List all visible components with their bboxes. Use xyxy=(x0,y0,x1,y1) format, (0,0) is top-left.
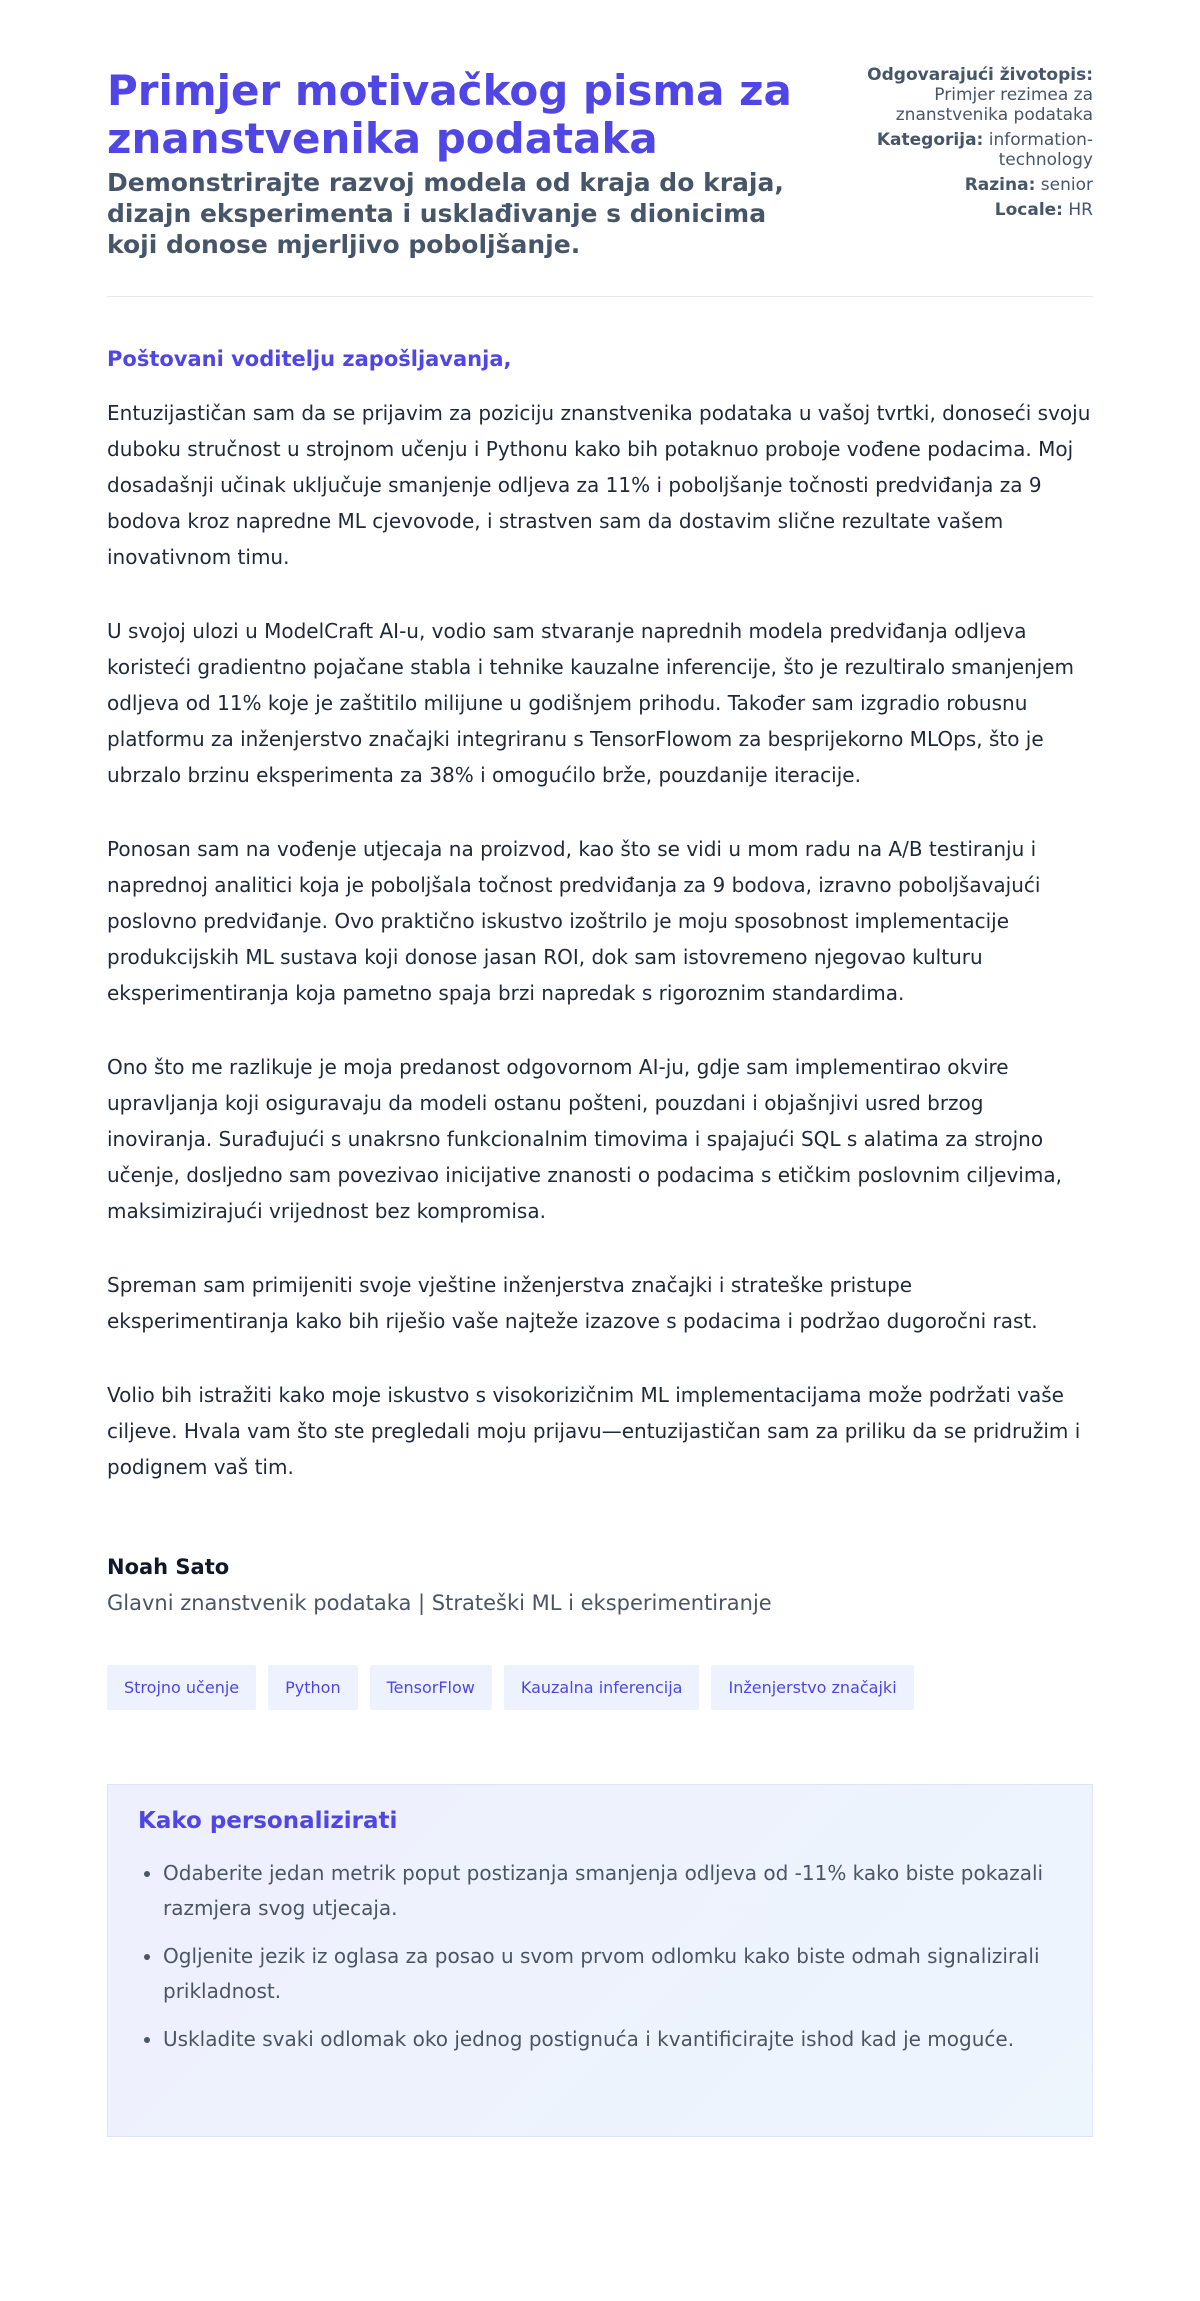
page-header xyxy=(107,60,1093,260)
letter-paragraph: Volio bih istražiti kako moje iskustvo s visokorizičnim ML implementacijama može podržati vaše ciljeve. Hvala vam što ste pregledali moju prijavu—entuzijastičan sam za priliku da se pridružim i podignem vaš tim. xyxy=(107,1383,1081,1479)
meta-resume-value: Primjer rezimea za znanstvenika podataka xyxy=(895,85,1093,125)
skill-tag: Python xyxy=(268,1665,357,1710)
skill-tag: Kauzalna inferencija xyxy=(504,1665,700,1710)
tips-title: Kako personalizirati xyxy=(138,1808,398,1834)
salutation: Poštovani voditelju zapošljavanja, xyxy=(107,347,512,371)
meta-level-value: senior xyxy=(1040,175,1093,195)
letter-paragraph: U svojoj ulozi u ModelCraft AI-u, vodio sam stvaranje naprednih modela predviđanja odljeva koristeći gradientno pojačane stabla i tehnike kauzalne inferencije, što je rezultiralo smanjenjem odljeva od 11% koje je zaštitilo milijune u godišnjem prihodu. Također sam izgradio robusnu platformu za inženjerstvo značajki integriranu s TensorFlowom za besprijekorno MLOps, što je ubrzalo brzinu eksperimenta za 38% i omogućilo brže, pouzdanije iteracije. xyxy=(107,619,1075,787)
title-block xyxy=(107,60,817,260)
skill-tag: Strojno učenje xyxy=(107,1665,256,1710)
meta-category-value: information-technology xyxy=(988,130,1093,170)
skill-tag: TensorFlow xyxy=(370,1665,492,1710)
meta-level-label: Razina: xyxy=(964,175,1036,195)
letter-paragraph: Entuzijastičan sam da se prijavim za poziciju znanstvenika podataka u vašoj tvrtki, donoseći svoju duboku stručnost u strojnom učenju i Pythonu kako bih potaknuo proboje vođene podacima. Moj dosadašnji učinak uključuje smanjenje odljeva za 11% i poboljšanje točnosti predviđanja za 9 bodova kroz napredne ML cjevovode, i strastven sam da dostavim slične rezultate vašem inovativnom timu. xyxy=(107,401,1091,569)
tips-list xyxy=(138,1856,1062,2057)
meta-resume xyxy=(817,65,1093,125)
tip-item: • Odaberite jedan metrik poput postizanja smanjenja odljeva od -11% kako biste pokazali razmjera svog utjecaja. xyxy=(163,1856,1062,1926)
meta-info xyxy=(817,65,1093,225)
letter-paragraph: Ponosan sam na vođenje utjecaja na proizvod, kao što se vidi u mom radu na A/B testiranju i naprednoj analitici koja je poboljšala točnost predviđanja za 9 bodova, izravno poboljšavajući poslovno predviđanje. Ovo praktično iskustvo izoštrilo je moju sposobnost implementacije produkcijskih ML sustava koji donose jasan ROI, dok sam istovremeno njegovao kulturu eksperimentiranja koja pametno spaja brzi napredak s rigoroznim standardima. xyxy=(107,837,1041,1005)
page-subtitle: Demonstrirajte razvoj modela od kraja do kraja, dizajn eksperimenta i usklađivanje s dionicima koji donose mjerljivo poboljšanje. xyxy=(107,168,784,259)
skill-tag: Inženjerstvo značajki xyxy=(711,1665,913,1710)
signature-block xyxy=(107,1555,1093,1615)
meta-level xyxy=(817,175,1093,195)
meta-locale-label: Locale: xyxy=(994,200,1063,220)
meta-locale-value: HR xyxy=(1068,200,1093,220)
letter-paragraph: Spreman sam primijeniti svoje vještine inženjerstva značajki i strateške pristupe eksperimentiranja kako bih riješio vaše najteže izazove s podacima i podržao dugoročni rast. xyxy=(107,1273,1038,1333)
personalization-tips xyxy=(107,1784,1093,2137)
meta-category xyxy=(817,130,1093,170)
meta-category-label: Kategorija: xyxy=(876,130,984,150)
meta-locale xyxy=(817,200,1093,220)
skill-tags xyxy=(107,1665,1093,1710)
page-title: Primjer motivačkog pisma za znanstvenika podataka xyxy=(107,66,792,163)
meta-resume-label: Odgovarajući životopis: xyxy=(867,65,1093,85)
tip-item: • Uskladite svaki odlomak oko jednog postignuća i kvantificirajte ishod kad je moguće. xyxy=(163,2022,1062,2057)
header-divider xyxy=(107,296,1093,297)
letter-paragraph: Ono što me razlikuje je moja predanost odgovornom AI-ju, gdje sam implementirao okvire upravljanja koji osiguravaju da modeli ostanu pošteni, pouzdani i objašnjivi usred brzog inoviranja. Surađujući s unakrsno funkcionalnim timovima i spajajući SQL s alatima za strojno učenje, dosljedno sam povezivao inicijative znanosti o podacima s etičkim poslovnim ciljevima, maksimizirajući vrijednost bez kompromisa. xyxy=(107,1055,1062,1223)
signature-title: Glavni znanstvenik podataka | Strateški ML i eksperimentiranje xyxy=(107,1591,772,1615)
letter-body xyxy=(107,395,1093,1485)
signature-name: Noah Sato xyxy=(107,1555,230,1579)
tip-item: • Ogljenite jezik iz oglasa za posao u svom prvom odlomku kako biste odmah signalizirali prikladnost. xyxy=(163,1939,1062,2009)
